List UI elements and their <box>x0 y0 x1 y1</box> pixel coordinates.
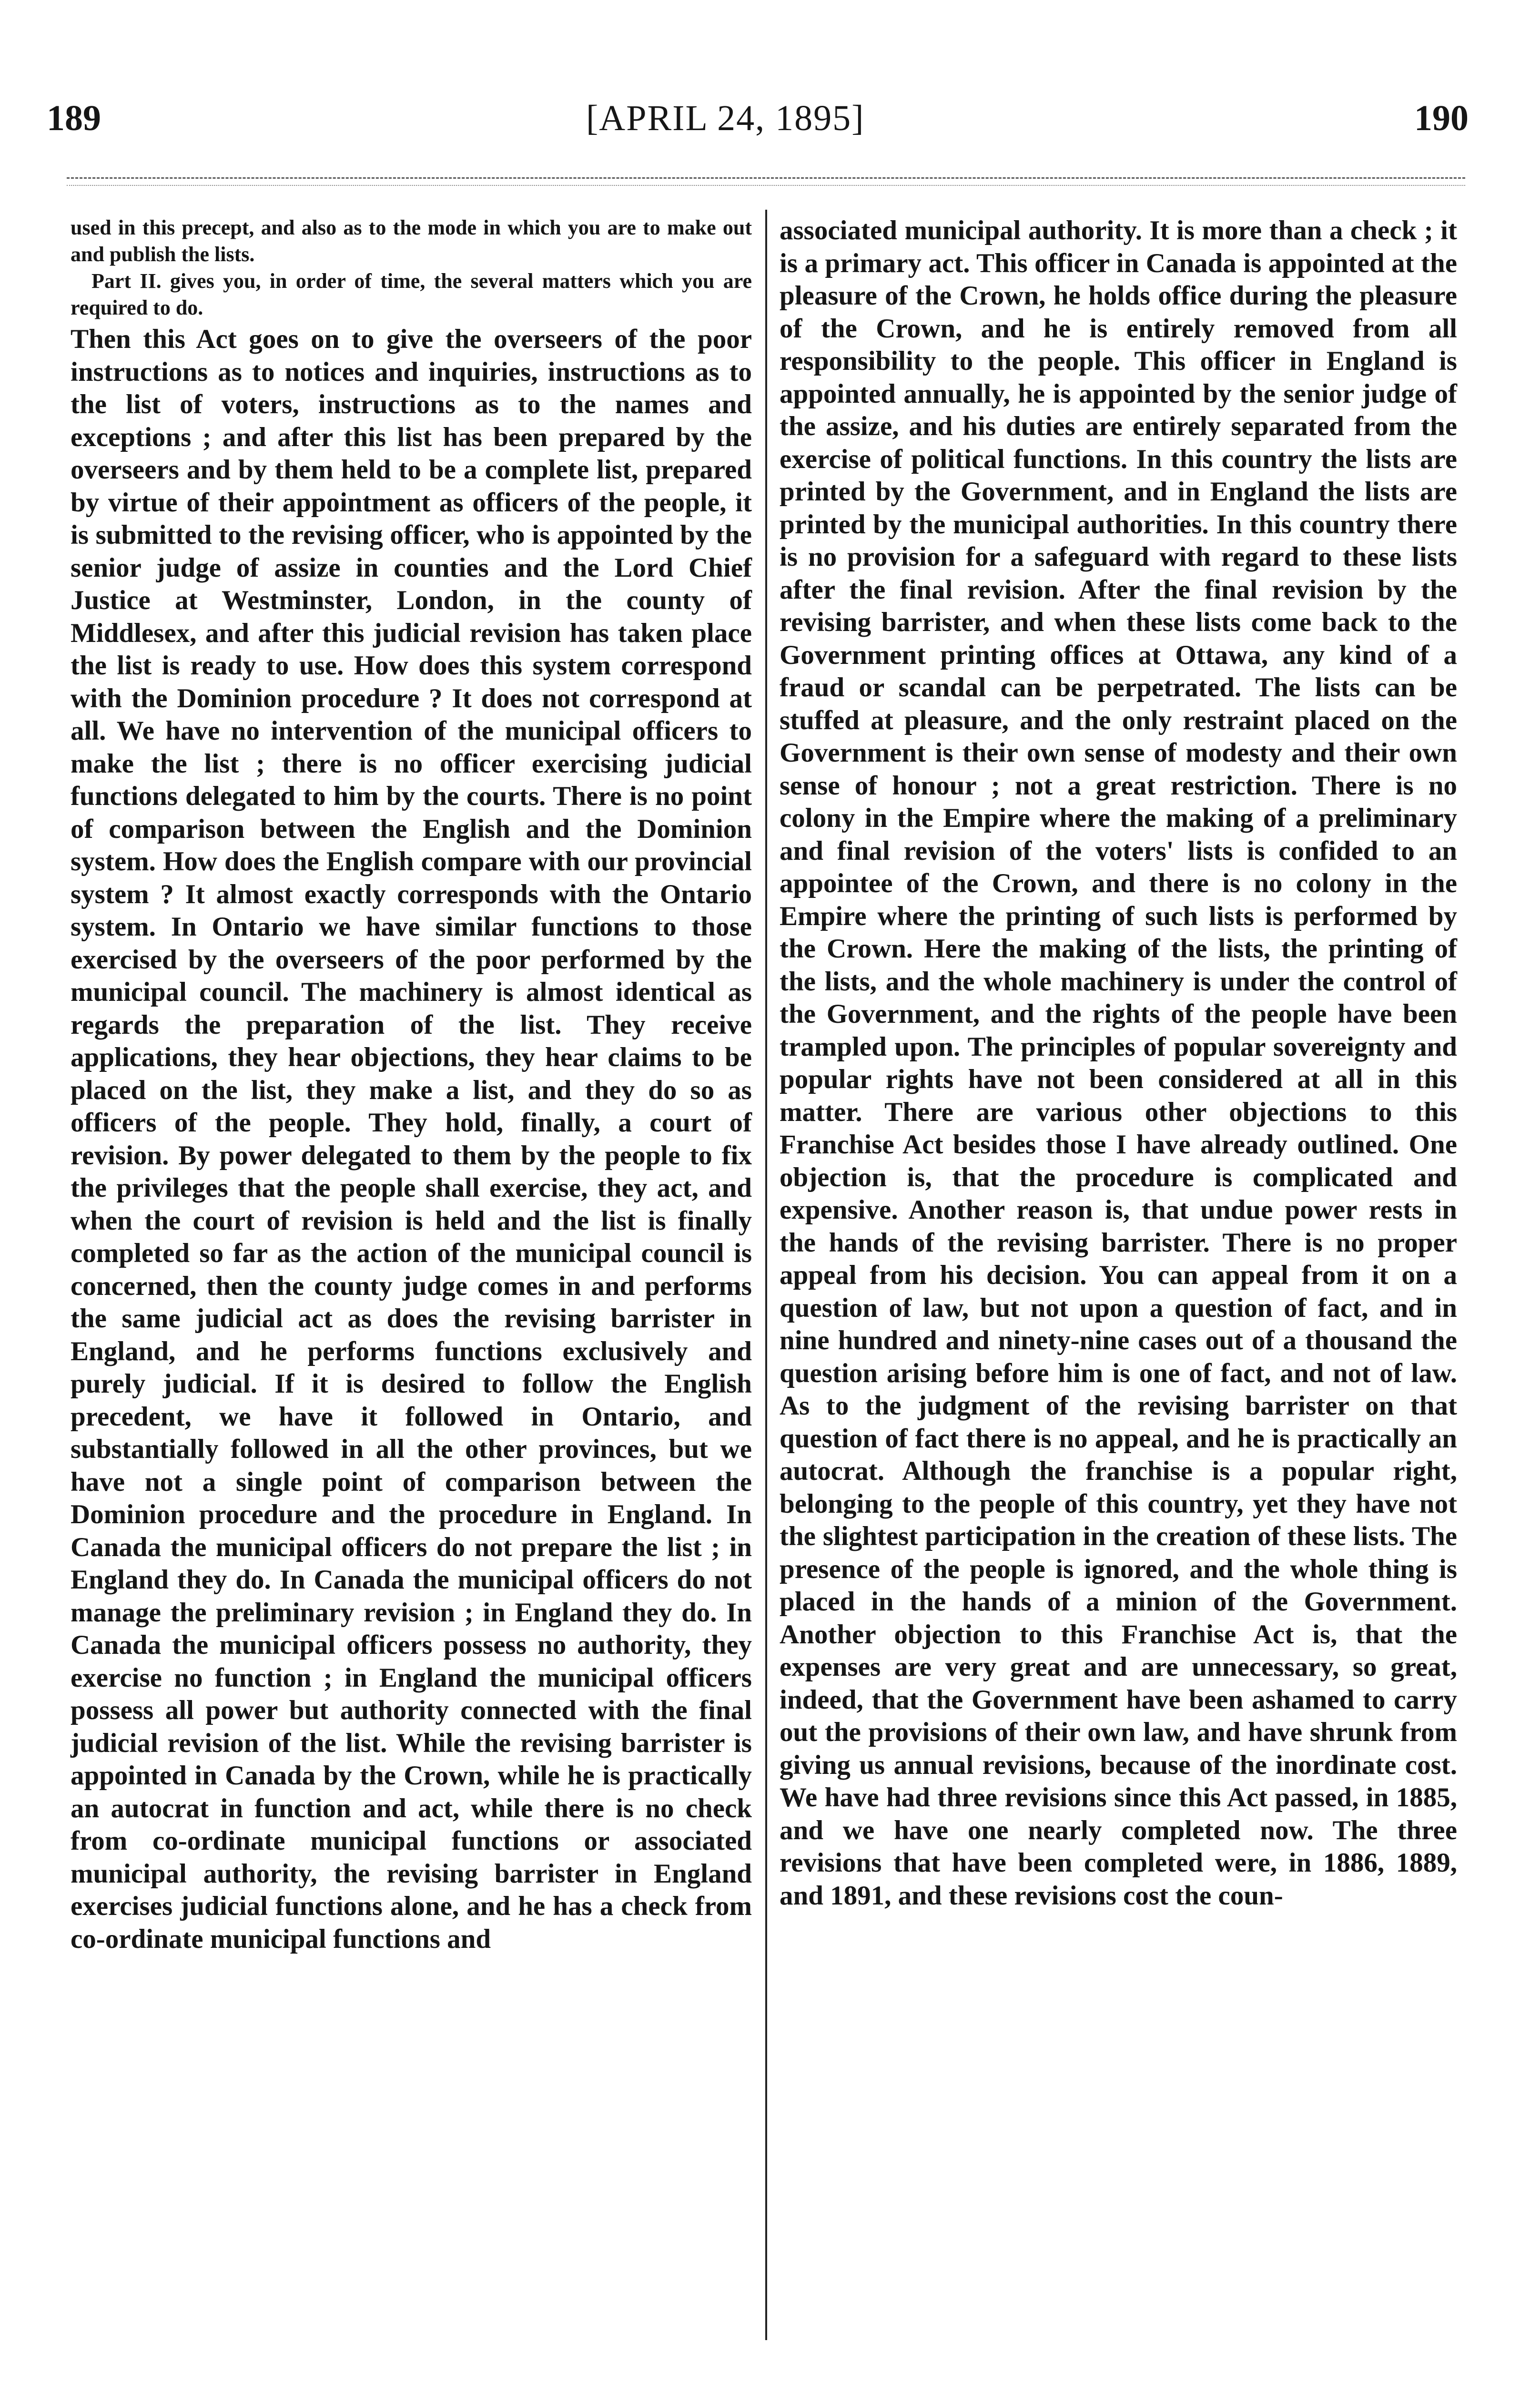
right-column <box>780 214 1457 1912</box>
speech-paragraph: Then this Act goes on to give the overseers of the poor instructions as to notices and inquiries, instructions as to the list of voters, instructions as to the names and exceptions ; and after this list has been prepared by the overseers and by them held to be a complete list, prepared by virtue of their appointment as officers of the people, it is submitted to the revising officer, who is appointed by the senior judge of assize in counties and the Lord Chief Justice at Westminster, London, in the county of Middlesex, and after this judicial revision has taken place the list is ready to use. How does this system correspond with the Dominion procedure ? It does not correspond at all. We have no intervention of the municipal officers to make the list ; there is no officer exercising judicial functions delegated to him by the courts. There is no point of comparison between the English and the Dominion system. How does the English compare with our provincial system ? It almost exactly corresponds with the Ontario system. In Ontario we have similar functions to those exercised by the overseers of the poor performed by the municipal council. The machinery is almost identical as regards the preparation of the list. They receive applications, they hear objections, they hear claims to be placed on the list, they make a list, and they do so as officers of the people. They hold, finally, a court of revision. By power delegated to them by the people to fix the privileges that the people shall exercise, they act, and when the court of revision is held and the list is finally completed so far as the action of the municipal council is concerned, then the county judge comes in and performs the same judicial act as does the revising barrister in England, and he performs functions exclusively and purely judicial. If it is desired to follow the English precedent, we have it followed in Ontario, and substantially followed in all the other provinces, but we have not a single point of comparison between the Dominion procedure and the procedure in England. In Canada the municipal officers do not prepare the list ; in England they do. In Canada the municipal officers do not manage the preliminary revision ; in England they do. In Canada the municipal officers possess no authority, they exercise no function ; in England the municipal officers possess all power but authority connected with the final judicial revision of the list. While the revising barrister is appointed in Canada by the Crown, while he is practically an autocrat in function and act, while there is no check from co-ordinate municipal functions or associated municipal authority, the revising barrister in England exercises judicial functions alone, and he has a check from co-ordinate municipal functions and <box>71 324 752 1954</box>
page-number-left: 189 <box>47 98 101 138</box>
left-column <box>71 214 752 1955</box>
header-date: [APRIL 24, 1895] <box>586 98 865 138</box>
page-number-right: 190 <box>1414 98 1469 138</box>
speech-paragraph: associated municipal authority. It is more than a check ; it is a primary act. This officer in Canada is appointed at the pleasure of the Crown, he holds office during the pleasure of the Crown, and he is entirely removed from all responsibility to the people. This officer in England is appointed annually, he is appointed by the senior judge of the assize, and his duties are entirely separated from the exercise of political functions. In this country the lists are printed by the Government, and in England the lists are printed by the municipal authorities. In this country there is no provision for a safeguard with regard to these lists after the final revision. After the final revision by the revising barrister, and when these lists come back to the Government printing offices at Ottawa, any kind of a fraud or scandal can be perpetrated. The lists can be stuffed at pleasure, and the only restraint placed on the Government is their own sense of modesty and their own sense of honour ; not a great restriction. There is no colony in the Empire where the making of a preliminary and final revision of the voters' lists is confided to an appointee of the Crown, and there is no colony in the Empire where the printing of such lists is performed by the Crown. Here the making of the lists, the printing of the lists, and the whole machinery is under the control of the Government, and the rights of the people have been trampled upon. The principles of popular sovereignty and popular rights have not been considered at all in this matter. There are various other objections to this Franchise Act besides those I have already outlined. One objection is, that the procedure is complicated and expensive. Another reason is, that undue power rests in the hands of the revising barrister. There is no proper appeal from his decision. You can appeal from it on a question of law, but not upon a question of fact, and in nine hundred and ninety-nine cases out of a thousand the question arising before him is one of fact, and not of law. As to the judgment of the revising barrister on that question of fact there is no appeal, and he is practically an autocrat. Although the franchise is a popular right, belonging to the people of this country, yet they have not the slightest participation in the creation of these lists. The presence of the people is ignored, and the whole thing is placed in the hands of a minion of the Government. Another objection to this Franchise Act is, that the expenses are very great and are unnecessary, so great, indeed, that the Government have been ashamed to carry out the provisions of their own law, and have shrunk from giving us annual revisions, because of the inordinate cost. We have had three revisions since this Act passed, in 1885, and we have one nearly completed now. The three revisions that have been completed were, in 1886, 1889, and 1891, and these revisions cost the coun- <box>780 215 1457 1911</box>
column-divider <box>765 210 767 2340</box>
header-rule-secondary <box>67 185 1465 186</box>
page-header <box>0 98 1540 155</box>
preamble-paragraph: used in this precept, and also as to the mode in which you are to make out and publish the lists. <box>71 216 752 266</box>
header-rule <box>67 177 1465 179</box>
preamble-paragraph: Part II. gives you, in order of time, the several matters which you are required to do. <box>71 269 752 319</box>
